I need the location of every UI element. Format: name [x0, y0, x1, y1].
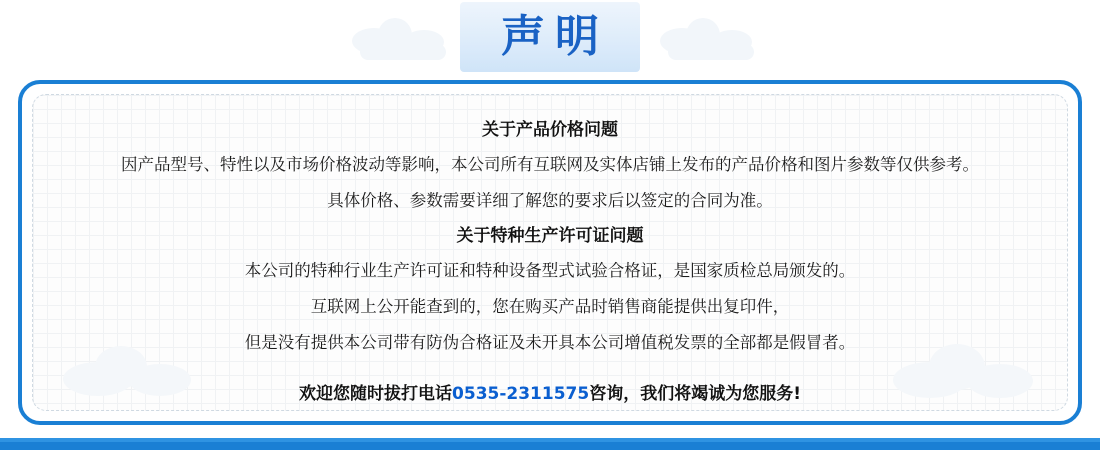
cloud-icon-left-base: [360, 44, 446, 60]
contact-phone[interactable]: 0535-2311575: [452, 384, 590, 404]
cloud-icon-right-base: [668, 44, 754, 60]
section-heading-price: 关于产品价格问题: [482, 120, 618, 140]
statement-line: 本公司的特种行业生产许可证和特种设备型式试验合格证，是国家质检总局颁发的。: [244, 261, 856, 280]
page-title: 声明: [501, 11, 609, 62]
statement-frame-inner: [32, 94, 1068, 411]
contact-line: [59, 375, 1041, 411]
statement-content: [33, 95, 1067, 411]
contact-prefix: 欢迎您随时拔打电话: [299, 384, 453, 404]
bottom-accent-highlight: [0, 438, 1100, 442]
section-heading-license: 关于特种生产许可证问题: [456, 226, 644, 246]
statement-line: 但是没有提供本公司带有防伪合格证及未开具本公司增值税发票的全部都是假冒者。: [244, 333, 856, 352]
statement-line: 具体价格、参数需要详细了解您的要求后以签定的合同为准。: [327, 191, 773, 210]
title-area: [0, 0, 1100, 78]
bottom-accent-bar: [0, 438, 1100, 450]
statement-line: 因产品型号、特性以及市场价格波动等影响，本公司所有互联网及实体店铺上发布的产品价格和图片参数等仅供参考。: [121, 155, 979, 174]
statement-frame: [18, 80, 1082, 425]
statement-line: 互联网上公开能查到的，您在购买产品时销售商能提供出复印件，: [310, 297, 790, 316]
contact-suffix: 咨询，我们将竭诚为您服务!: [589, 384, 801, 404]
